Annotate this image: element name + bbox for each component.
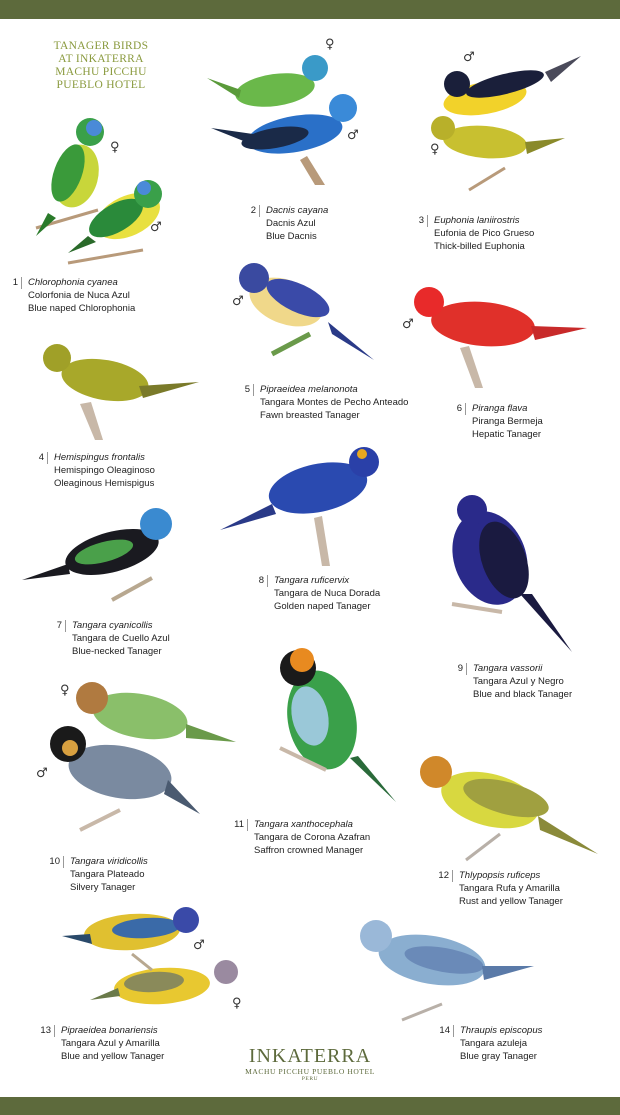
scientific-name: Tangara cyanicollis xyxy=(72,620,153,631)
spanish-name: Tangara Azul y Amarilla xyxy=(61,1038,160,1049)
spanish-name: Tangara Rufa y Amarilla xyxy=(459,883,560,894)
bird-illustration-euphonia xyxy=(425,50,585,200)
scientific-name: Thraupis episcopus xyxy=(460,1025,543,1036)
english-name: Fawn breasted Tanager xyxy=(260,410,360,421)
bird-illustration-fawn-breasted xyxy=(232,262,382,372)
scientific-name: Tangara vassorii xyxy=(473,663,543,674)
english-name: Thick-billed Euphonia xyxy=(434,241,525,252)
top-band xyxy=(0,0,620,19)
caption-divider xyxy=(21,277,22,289)
bird-illustration-blue-black xyxy=(442,494,577,654)
spanish-name: Tangara Azul y Negro xyxy=(473,676,564,687)
spanish-name: Eufonia de Pico Grueso xyxy=(434,228,535,239)
spanish-name: Piranga Bermeja xyxy=(472,416,543,427)
male-symbol: ♂ xyxy=(193,938,205,953)
male-symbol: ♂ xyxy=(463,50,475,65)
bird-illustration-dacnis xyxy=(205,50,375,190)
spanish-name: Tangara azuleja xyxy=(460,1038,528,1049)
caption-divider xyxy=(259,205,260,217)
species-number: 11 xyxy=(234,819,244,830)
scientific-name: Thlypopsis ruficeps xyxy=(459,870,541,881)
caption-divider xyxy=(253,384,254,396)
english-name: Hepatic Tanager xyxy=(472,429,542,440)
caption-divider xyxy=(466,663,467,675)
scientific-name: Hemispingus frontalis xyxy=(54,452,145,463)
logo-name: INKATERRA xyxy=(248,1045,372,1067)
english-name: Blue and black Tanager xyxy=(473,689,573,700)
title-line-2: AT INKATERRA xyxy=(58,53,144,65)
species-number: 4 xyxy=(38,452,44,463)
species-number: 9 xyxy=(457,663,463,674)
english-name: Oleaginous Hemispigus xyxy=(54,478,155,489)
caption-divider xyxy=(453,1025,454,1037)
spanish-name: Tangara de Corona Azafran xyxy=(254,832,371,843)
species-number: 14 xyxy=(439,1025,450,1036)
english-name: Blue naped Chlorophonia xyxy=(28,303,136,314)
caption-divider xyxy=(54,1025,55,1037)
english-name: Golden naped Tanager xyxy=(274,601,371,612)
spanish-name: Hemispingo Oleaginoso xyxy=(54,465,155,476)
scientific-name: Dacnis cayana xyxy=(266,205,329,216)
logo-country: PERU xyxy=(301,1076,319,1082)
male-symbol: ♂ xyxy=(150,220,162,235)
english-name: Blue-necked Tanager xyxy=(72,646,162,657)
female-symbol: ♀ xyxy=(60,683,70,698)
title-line-1: TANAGER BIRDS xyxy=(53,40,149,52)
inkaterra-logo xyxy=(240,1045,380,1082)
spanish-name: Dacnis Azul xyxy=(266,218,316,229)
caption-divider xyxy=(63,856,64,868)
female-symbol: ♀ xyxy=(325,37,335,52)
bottom-band xyxy=(0,1097,620,1115)
female-symbol: ♀ xyxy=(110,140,120,155)
scientific-name: Chlorophonia cyanea xyxy=(28,277,118,288)
english-name: Blue gray Tanager xyxy=(460,1051,537,1062)
spanish-name: Tangara Montes de Pecho Anteado xyxy=(260,397,409,408)
species-number: 12 xyxy=(438,870,449,881)
scientific-name: Piranga flava xyxy=(472,403,528,414)
bird-illustration-rust-yellow xyxy=(410,756,600,866)
caption-divider xyxy=(427,215,428,227)
species-number: 7 xyxy=(56,620,62,631)
species-number: 10 xyxy=(49,856,60,867)
caption-divider xyxy=(452,870,453,882)
male-symbol: ♂ xyxy=(347,128,359,143)
species-number: 5 xyxy=(244,384,250,395)
english-name: Blue Dacnis xyxy=(266,231,317,242)
page-title xyxy=(22,40,180,92)
caption-divider xyxy=(465,403,466,415)
scientific-name: Tangara ruficervix xyxy=(274,575,350,586)
scientific-name: Pipraeidea bonariensis xyxy=(61,1025,158,1036)
bird-illustration-hepatic xyxy=(405,288,590,398)
species-number: 1 xyxy=(12,277,18,288)
caption-divider xyxy=(65,620,66,632)
scientific-name: Pipraeidea melanonota xyxy=(260,384,358,395)
scientific-name: Tangara viridicollis xyxy=(70,856,148,867)
caption-divider xyxy=(267,575,268,587)
spanish-name: Tangara Plateado xyxy=(70,869,145,880)
bird-illustration-golden-naped xyxy=(218,448,388,568)
male-symbol: ♂ xyxy=(36,766,48,781)
spanish-name: Tangara de Cuello Azul xyxy=(72,633,170,644)
spanish-name: Colorfonia de Nuca Azul xyxy=(28,290,130,301)
spanish-name: Tangara de Nuca Dorada xyxy=(274,588,381,599)
bird-illustration-blue-gray xyxy=(352,920,537,1025)
male-symbol: ♂ xyxy=(402,317,414,332)
female-symbol: ♀ xyxy=(232,996,242,1011)
female-symbol: ♀ xyxy=(430,142,440,157)
english-name: Blue and yellow Tanager xyxy=(61,1051,165,1062)
title-line-3: MACHU PICCHU xyxy=(55,66,147,78)
species-number: 2 xyxy=(250,205,256,216)
species-number: 13 xyxy=(40,1025,51,1036)
bird-illustration-saffron-crowned xyxy=(270,648,400,803)
scientific-name: Tangara xanthocephala xyxy=(254,819,353,830)
caption-divider xyxy=(47,452,48,464)
english-name: Saffron crowned Manager xyxy=(254,845,364,856)
english-name: Silvery Tanager xyxy=(70,882,136,893)
bird-illustration-hemispingus xyxy=(35,342,205,442)
logo-subtitle: MACHU PICCHU PUEBLO HOTEL xyxy=(245,1067,375,1076)
caption-divider xyxy=(247,819,248,831)
species-number: 3 xyxy=(418,215,424,226)
species-number: 6 xyxy=(456,403,462,414)
english-name: Rust and yellow Tanager xyxy=(459,896,563,907)
bird-illustration-blue-necked xyxy=(22,508,187,608)
species-number: 8 xyxy=(258,575,264,586)
bird-illustration-silvery xyxy=(40,680,240,840)
scientific-name: Euphonia laniirostris xyxy=(434,215,520,226)
male-symbol: ♂ xyxy=(232,294,244,309)
title-line-4: PUEBLO HOTEL xyxy=(56,79,146,91)
bird-illustration-chlorophonia xyxy=(28,118,178,268)
